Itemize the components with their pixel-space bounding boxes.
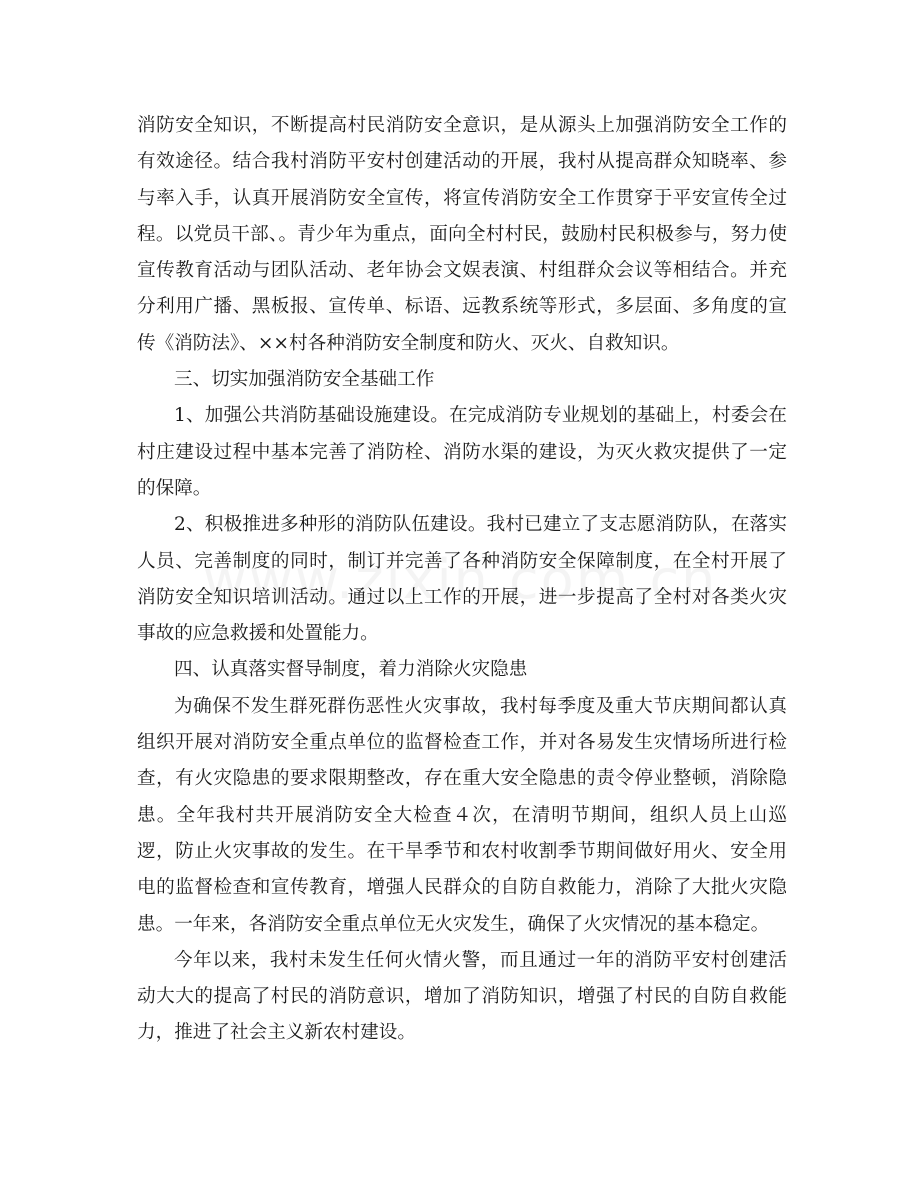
section-heading-3: 三、切实加强消防安全基础工作: [174, 369, 435, 391]
paragraph-conclusion: 今年以来，我村未发生任何火情火警，而且通过一年的消防平安村创建活动大大的提高了村民的消防意识，增加了消防知识，增强了村民的自防自救能力，推进了社会主义新农村建设。: [137, 949, 787, 1044]
paragraph-3-1: 1、加强公共消防基础设施建设。在完成消防专业规划的基础上，村委会在村庄建设过程中基本完善了消防栓、消防水渠的建设，为灭火救灾提供了一定的保障。: [137, 405, 787, 499]
paragraph-intro: 消防安全知识，不断提高村民消防安全意识，是从源头上加强消防安全工作的有效途径。结合我村消防平安村创建活动的开展，我村从提高群众知晓率、参与率入手，认真开展消防安全宣传，将宣传消防安全工作贯穿于平安宣传全过程。以党员干部、。青少年为重点，面向全村村民，鼓励村民积极参与，努力使宣传教育活动与团队活动、老年协会文娱表演、村组群众会议等相结合。并充分利用广播、黑板报、宣传单、标语、远教系统等形式，多层面、多角度的宣传《消防法》、××村各种消防安全制度和防火、灭火、自救知识。: [137, 115, 787, 354]
paragraph-3-2: 2、积极推进多种形的消防队伍建设。我村已建立了支志愿消防队，在落实人员、完善制度的同时，制订并完善了各种消防安全保障制度，在全村开展了消防安全知识培训活动。通过以上工作的开展，进一步提高了全村对各类火灾事故的应急救援和处置能力。: [137, 514, 787, 645]
paragraph-4-1: 为确保不发生群死群伤恶性火灾事故，我村每季度及重大节庆期间都认真组织开展对消防安全重点单位的监督检查工作，并对各易发生灾情场所进行检查，有火灾隐患的要求限期整改，存在重大安全隐患的责令停业整顿，消除隐患。全年我村共开展消防安全大检查４次，在清明节期间，组织人员上山巡逻，防止火灾事故的发生。在干旱季节和农村收割季节期间做好用火、安全用电的监督检查和宣传教育，增强人民群众的自防自救能力，消除了大批火灾隐患。一年来，各消防安全重点单位无火灾发生，确保了火灾情况的基本稳定。: [137, 695, 787, 935]
document-body: [137, 108, 787, 1052]
section-heading-4: 四、认真落实督导制度，着力消除火灾隐患: [174, 659, 528, 681]
